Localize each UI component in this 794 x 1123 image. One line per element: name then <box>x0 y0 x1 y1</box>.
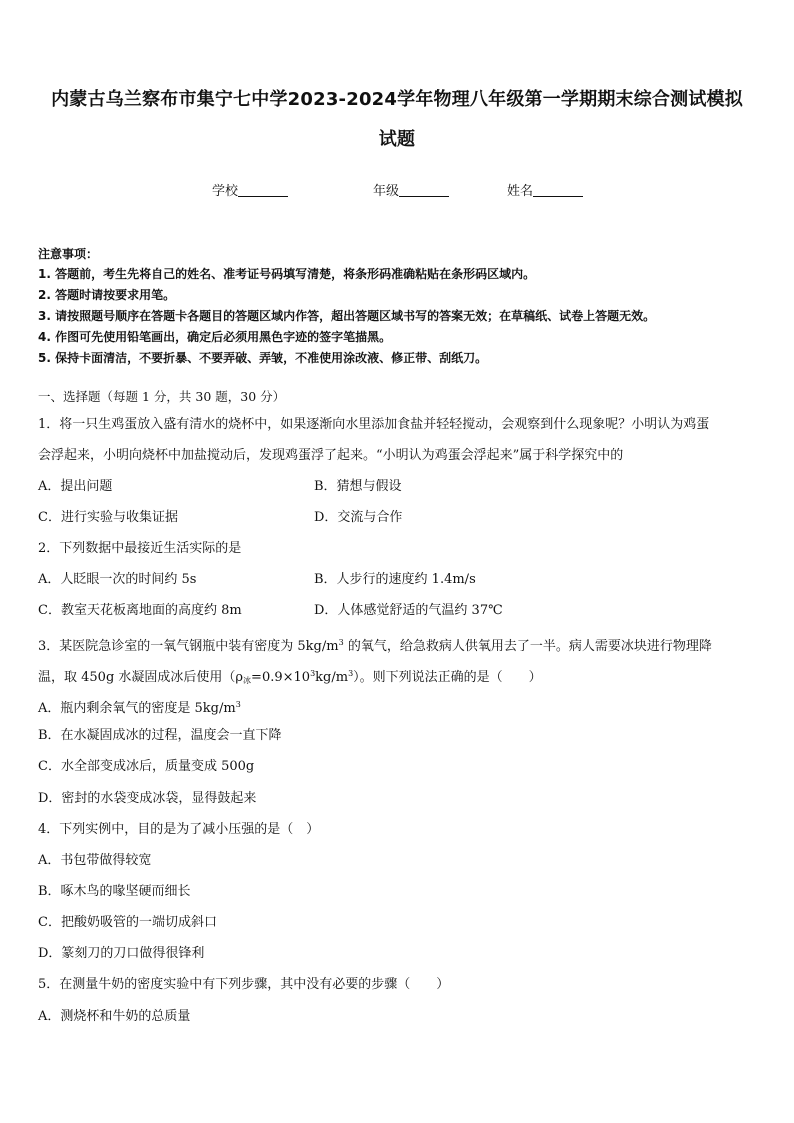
notice-item: 3. 请按照题号顺序在答题卡各题目的答题区域内作答，超出答题区域书写的答案无效；在草稿纸、试卷上答题无效。 <box>38 309 656 323</box>
name-label: 姓名 <box>507 184 534 199</box>
option-b: B．人步行的速度约 1.4m/s <box>314 572 476 587</box>
question-4-stem: 4．下列实例中，目的是为了减小压强的是（ ） <box>38 822 320 837</box>
option-a: A．瓶内剩余氧气的密度是 5kg/m <box>38 701 236 716</box>
question-3-option-b: B．在水凝固成冰的过程，温度会一直下降 <box>38 728 282 743</box>
option-a: A．提出问题 <box>38 479 113 494</box>
student-info-row <box>0 180 794 200</box>
question-1-line2: 会浮起来，小明向烧杯中加盐搅动后，发现鸡蛋浮了起来。“小明认为鸡蛋会浮起来”属于科学探究中的 <box>38 448 624 463</box>
question-1-options-row2 <box>38 508 762 528</box>
question-4-option-c: C．把酸奶吸管的一端切成斜口 <box>38 915 217 930</box>
section-heading: 一、选择题（每题 1 分，共 30 题，30 分） <box>38 389 286 404</box>
question-1-line1: 1．将一只生鸡蛋放入盛有清水的烧杯中，如果逐渐向水里添加食盐并轻轻搅动，会观察到什么现象呢？小明认为鸡蛋 <box>38 417 710 432</box>
school-label: 学校 <box>212 184 239 199</box>
grade-blank <box>399 182 449 197</box>
q3-text: 的氧气，给急救病人供氧用去了一半。病人需要冰块进行物理降 <box>343 639 712 654</box>
name-blank <box>533 182 583 197</box>
notice-title: 注意事项： <box>38 247 99 261</box>
q3-text: kg/m <box>315 670 349 685</box>
q3-superscript: 3 <box>338 638 344 647</box>
name-field <box>507 180 583 199</box>
question-1-options-row1 <box>38 477 762 497</box>
school-blank <box>238 182 288 197</box>
q3-subscript: 冰 <box>243 676 252 685</box>
question-2-options-row1 <box>38 570 762 590</box>
notice-item: 2. 答题时请按要求用笔。 <box>38 288 176 302</box>
option-c: C．教室天花板离地面的高度约 8m <box>38 603 242 618</box>
question-3-line1 <box>38 627 762 662</box>
exam-title-line2: 试题 <box>378 129 416 150</box>
question-4-option-d: D．篆刻刀的刀口做得很锋利 <box>38 946 205 961</box>
question-3-option-a <box>38 689 762 724</box>
question-2-options-row2 <box>38 601 762 621</box>
notice-item: 5. 保持卡面清洁，不要折暴、不要弄破、弄皱，不准使用涂改液、修正带、刮纸刀。 <box>38 351 488 365</box>
grade-label: 年级 <box>373 184 400 199</box>
notice-item: 4. 作图可先使用铅笔画出，确定后必须用黑色字迹的签字笔描黑。 <box>38 330 392 344</box>
question-3-option-c: C．水全部变成冰后，质量变成 500g <box>38 759 255 774</box>
q3-text: 3．某医院急诊室的一氧气钢瓶中装有密度为 5kg/m <box>38 639 339 654</box>
option-c: C．进行实验与收集证据 <box>38 510 178 525</box>
question-4-option-b: B．啄木鸟的喙坚硬而细长 <box>38 884 191 899</box>
exam-title-line1: 内蒙古乌兰察布市集宁七中学2023-2024学年物理八年级第一学期期末综合测试模拟 <box>51 89 743 110</box>
option-a: A．人眨眼一次的时间约 5s <box>38 572 197 587</box>
notice-block <box>38 244 768 369</box>
question-3-option-d: D．密封的水袋变成冰袋，显得鼓起来 <box>38 791 257 806</box>
q3-superscript: 3 <box>235 700 241 709</box>
school-field <box>212 180 288 199</box>
question-2-stem: 2．下列数据中最接近生活实际的是 <box>38 541 242 556</box>
question-5-stem: 5．在测量牛奶的密度实验中有下列步骤，其中没有必要的步骤（ ） <box>38 977 450 992</box>
q3-superscript: 3 <box>348 669 354 678</box>
option-d: D．交流与合作 <box>314 510 403 525</box>
notice-item: 1. 答题前，考生先将自己的姓名、准考证号码填写清楚，将条形码准确粘贴在条形码区域内。 <box>38 267 536 281</box>
question-4-option-a: A．书包带做得较宽 <box>38 853 152 868</box>
option-d: D．人体感觉舒适的气温约 37℃ <box>314 603 503 618</box>
q3-text: 温，取 450g 水凝固成冰后使用（ρ <box>38 670 244 685</box>
q3-superscript: 3 <box>310 669 316 678</box>
q3-text: ）。则下列说法正确的是（ ） <box>353 670 542 685</box>
q3-text: =0.9×10 <box>251 670 311 685</box>
question-5-option-a: A．测烧杯和牛奶的总质量 <box>38 1009 191 1024</box>
option-b: B．猜想与假设 <box>314 479 402 494</box>
grade-field <box>373 180 449 199</box>
